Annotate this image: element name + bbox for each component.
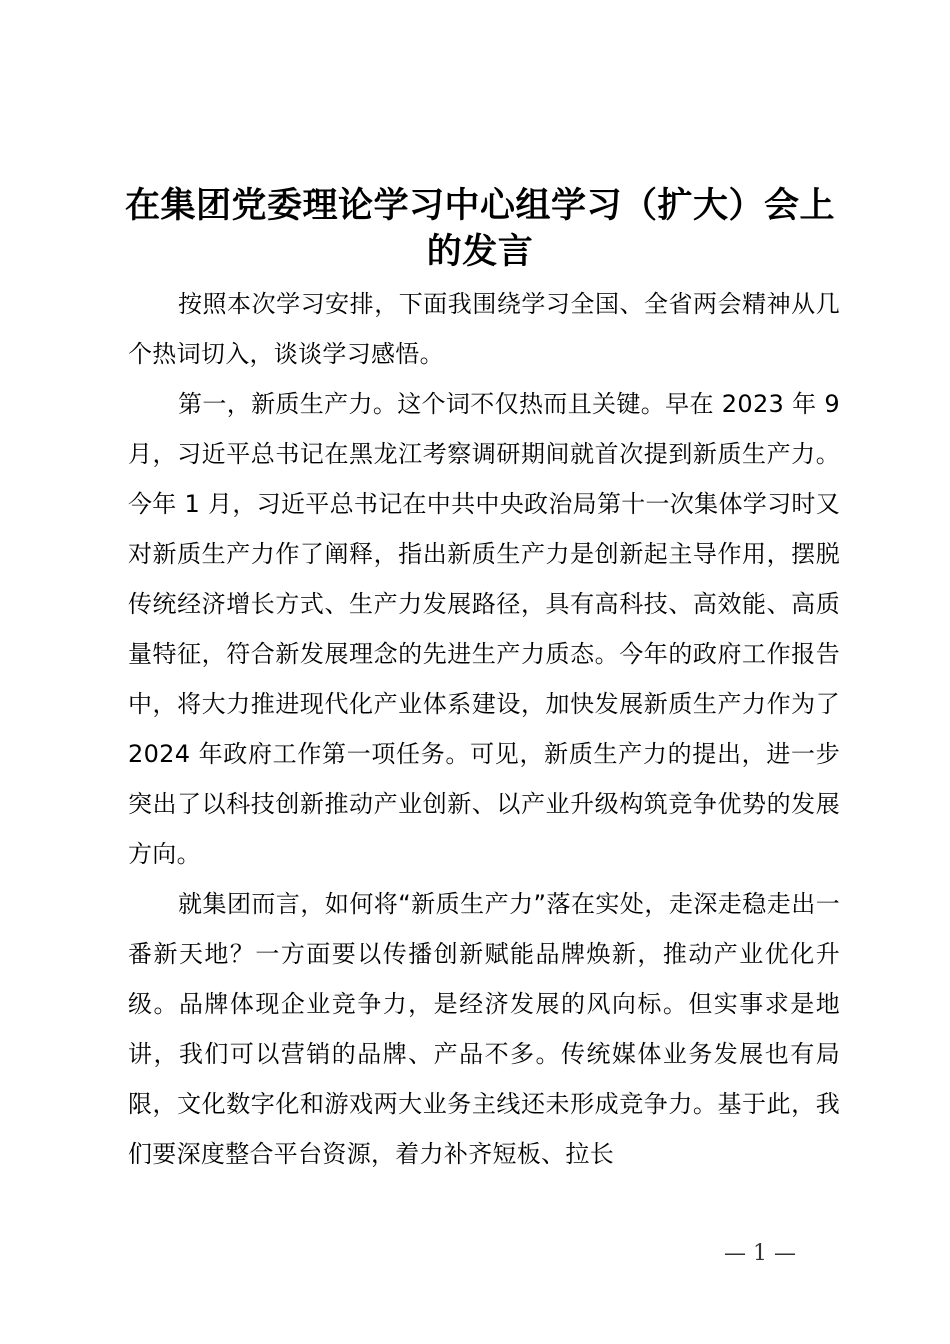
paragraph-intro: 按照本次学习安排，下面我围绕学习全国、全省两会精神从几个热词切入，谈谈学习感悟。 bbox=[128, 290, 840, 368]
paragraph-new-productivity: 第一，新质生产力。这个词不仅热而且关键。早在 2023 年 9 月，习近平总书记在黑龙江考察调研期间就首次提到新质生产力。今年 1 月，习近平总书记在中共中央政治局第十一次集体学习时又对新质生产力作了阐释，指出新质生产力是创新起主导作用，摆脱传统经济增长方式、生产力发展路径，具有高科技、高效能、高质量特征，符合新发展理念的先进生产力质态。今年的政府工作报告中，将大力推进现代化产业体系建设，加快发展新质生产力作为了 2024 年政府工作第一项任务。可见，新质生产力的提出，进一步突出了以科技创新推动产业创新、以产业升级构筑竞争优势的发展方向。 bbox=[128, 390, 840, 868]
paragraph-group-practice: 就集团而言，如何将“新质生产力”落在实处，走深走稳走出一番新天地？一方面要以传播创新赋能品牌焕新，推动产业优化升级。品牌体现企业竞争力，是经济发展的风向标。但实事求是地讲，我们可以营销的品牌、产品不多。传统媒体业务发展也有局限，文化数字化和游戏两大业务主线还未形成竞争力。基于此，我们要深度整合平台资源，着力补齐短板、拉长 bbox=[128, 890, 840, 1168]
document-title: 在集团党委理论学习中心组学习（扩大）会上的发言 bbox=[124, 186, 835, 272]
document-body bbox=[128, 279, 840, 1179]
page-number: — 1 — bbox=[724, 1241, 796, 1266]
